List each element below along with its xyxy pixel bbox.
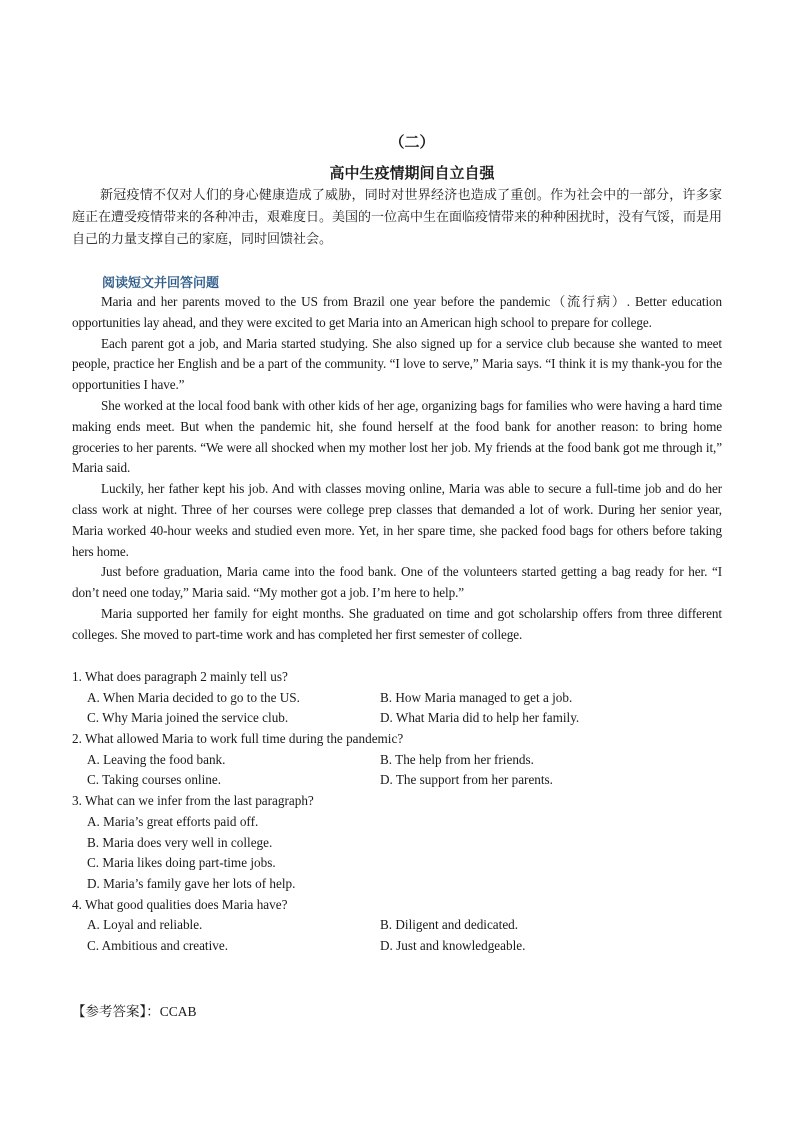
answer-key — [72, 1000, 197, 1020]
section-heading: 阅读短文并回答问题 — [102, 276, 220, 291]
passage-paragraph: She worked at the local food bank with other kids of her age, organizing bags for families who were having a hard time making ends meet. But when the pandemic hit, she found herself at the food bank for another reason: to bring home groceries to her parents. “We were all shocked when my mother lost her job. My friends at the food bank got me through it,” Maria said. — [72, 397, 722, 476]
question-list — [72, 667, 722, 957]
answer-value: CCAB — [159, 1004, 197, 1019]
page-title: 高中生疫情期间自立自强 — [329, 164, 495, 182]
question-stem: 4. What good qualities does Maria have? — [72, 896, 288, 912]
option-d: D. Maria’s family gave her lots of help. — [87, 875, 296, 891]
option-d: D. What Maria did to help her family. — [380, 710, 580, 726]
option-row — [72, 750, 722, 771]
option-row — [72, 708, 722, 729]
option-c: C. Ambitious and creative. — [87, 937, 229, 953]
question-stem: 1. What does paragraph 2 mainly tell us? — [72, 669, 288, 684]
option-a: A. Leaving the food bank. — [87, 751, 226, 767]
section-number: （二） — [389, 133, 435, 151]
option-d: D. The support from her parents. — [380, 772, 553, 788]
option-a: A. Loyal and reliable. — [87, 917, 203, 933]
option-d: D. Just and knowledgeable. — [380, 937, 526, 953]
option-row — [72, 915, 722, 936]
option-c: C. Maria likes doing part-time jobs. — [87, 855, 276, 871]
option-a: A. When Maria decided to go to the US. — [87, 689, 300, 705]
passage-paragraph: Just before graduation, Maria came into the food bank. One of the volunteers started getting a bag ready for her. “I don’t need one today,” Maria said. “My mother got a job. I’m here to help.” — [72, 564, 722, 601]
reading-passage — [72, 292, 722, 646]
option-row — [72, 770, 722, 791]
passage-paragraph: Maria supported her family for eight months. She graduated on time and got scholarship offers from three different colleges. She moved to part-time work and has completed her first semester of college. — [72, 605, 722, 642]
option-b: B. How Maria managed to get a job. — [380, 689, 573, 705]
option-row — [72, 688, 722, 709]
option-a: A. Maria’s great efforts paid off. — [87, 813, 259, 829]
option-row — [72, 936, 722, 957]
passage-paragraph: Each parent got a job, and Maria started studying. She also signed up for a service club because she wanted to meet people, practice her English and be a part of the community. “I love to serve,” Maria says. “I think it is my thank-you for the opportunities I have.” — [72, 335, 722, 393]
option-b: B. The help from her friends. — [380, 751, 534, 767]
option-c: C. Taking courses online. — [87, 772, 221, 788]
intro-paragraph: 新冠疫情不仅对人们的身心健康造成了威胁，同时对世界经济也造成了重创。作为社会中的一部分，许多家庭正在遭受疫情带来的各种冲击，艰难度日。美国的一位高中生在面临疫情带来的种种困扰时，没有气馁，而是用自己的力量支撑自己的家庭，同时回馈社会。 — [72, 188, 723, 247]
option-b: B. Diligent and dedicated. — [380, 917, 519, 933]
answer-label: 【参考答案】： — [72, 1004, 160, 1020]
passage-paragraph: Maria and her parents moved to the US from Brazil one year before the pandemic（流行病）. Better education opportunities lay ahead, and they were excited to get Maria into an American high school to prepare for college. — [72, 294, 722, 330]
option-b: B. Maria does very well in college. — [87, 834, 273, 850]
question-stem: 2. What allowed Maria to work full time during the pandemic? — [72, 731, 404, 747]
question-stem: 3. What can we infer from the last paragraph? — [72, 793, 314, 809]
option-c: C. Why Maria joined the service club. — [87, 710, 289, 726]
passage-paragraph: Luckily, her father kept his job. And with classes moving online, Maria was able to secure a full-time job and do her class work at night. Three of her courses were college prep classes that demanded a lot of work. During her senior year, Maria worked 40-hour weeks and studied even more. Yet, in her spare time, she packed food bags for others before taking hers home. — [72, 481, 722, 559]
